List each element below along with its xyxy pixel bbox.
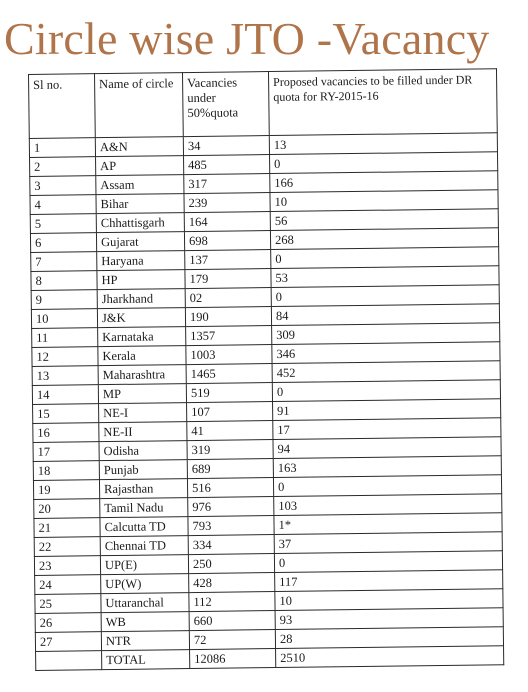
total-vacancies: 12086: [190, 649, 276, 669]
total-proposed: 2510: [276, 646, 504, 668]
cell-proposed: 37: [274, 532, 502, 554]
cell-sl: 6: [30, 233, 96, 253]
cell-vacancies: 689: [187, 459, 273, 479]
cell-name: J&K: [97, 308, 185, 328]
cell-name: Jharkhand: [97, 289, 185, 309]
cell-vacancies: 107: [187, 402, 273, 422]
cell-name: Haryana: [97, 251, 185, 271]
cell-name: Kerala: [98, 346, 186, 366]
cell-vacancies: 319: [187, 440, 273, 460]
cell-name: Rajasthan: [99, 479, 187, 499]
cell-name: A&N: [95, 137, 183, 157]
cell-sl: 23: [34, 556, 100, 576]
cell-name: Odisha: [99, 441, 187, 461]
cell-sl: 17: [33, 442, 99, 462]
cell-vacancies: 1465: [186, 364, 272, 384]
cell-name: UP(E): [100, 555, 188, 575]
cell-sl: 14: [32, 385, 98, 405]
cell-name: Calcutta TD: [100, 517, 188, 537]
cell-name: UP(W): [101, 574, 189, 594]
cell-sl: 4: [30, 195, 96, 215]
cell-vacancies: 334: [188, 535, 274, 555]
cell-sl: 21: [34, 518, 100, 538]
cell-vacancies: 1003: [186, 345, 272, 365]
header-proposed: Proposed vacancies to be filled under DR quota for RY-2015-16: [268, 69, 497, 136]
cell-proposed: 166: [270, 171, 498, 193]
cell-sl: 22: [34, 537, 100, 557]
cell-name: NE-I: [99, 403, 187, 423]
cell-sl: 26: [35, 613, 101, 633]
cell-proposed: 13: [269, 133, 497, 155]
table-header-row: [29, 69, 498, 139]
table-body: [29, 133, 503, 671]
cell-sl: 15: [33, 404, 99, 424]
cell-vacancies: 698: [184, 231, 270, 251]
cell-sl: 18: [33, 461, 99, 481]
cell-name: Chennai TD: [100, 536, 188, 556]
cell-proposed: 56: [270, 209, 498, 231]
cell-sl: 7: [31, 252, 97, 272]
cell-proposed: 17: [273, 418, 501, 440]
cell-vacancies: 1357: [186, 326, 272, 346]
cell-name: HP: [97, 270, 185, 290]
cell-vacancies: 112: [189, 592, 275, 612]
cell-vacancies: 179: [185, 269, 271, 289]
cell-name: NE-II: [99, 422, 187, 442]
total-sl: [36, 651, 102, 671]
cell-vacancies: 164: [184, 212, 270, 232]
cell-proposed: 163: [273, 456, 501, 478]
cell-name: Karnataka: [98, 327, 186, 347]
cell-vacancies: 519: [186, 383, 272, 403]
cell-sl: 2: [30, 157, 96, 177]
header-sl-no: Sl no.: [29, 74, 96, 139]
cell-proposed: 0: [271, 285, 499, 307]
cell-sl: 16: [33, 423, 99, 443]
page-title: Circle wise JTO -Vacancy: [4, 13, 490, 64]
cell-vacancies: 317: [184, 174, 270, 194]
cell-proposed: 53: [271, 266, 499, 288]
cell-sl: 11: [32, 328, 98, 348]
cell-sl: 8: [31, 271, 97, 291]
cell-name: Maharashtra: [98, 365, 186, 385]
cell-name: Assam: [96, 175, 184, 195]
cell-name: WB: [101, 612, 189, 632]
cell-proposed: 103: [274, 494, 502, 516]
cell-sl: 25: [35, 594, 101, 614]
cell-proposed: 309: [272, 323, 500, 345]
cell-name: AP: [96, 156, 184, 176]
cell-sl: 1: [29, 138, 95, 158]
cell-vacancies: 428: [189, 573, 275, 593]
cell-vacancies: 239: [184, 193, 270, 213]
cell-sl: 10: [31, 309, 97, 329]
cell-vacancies: 02: [185, 288, 271, 308]
scanned-sheet: [28, 68, 505, 671]
cell-name: NTR: [101, 631, 189, 651]
cell-name: Chhattisgarh: [96, 213, 184, 233]
cell-sl: 27: [35, 632, 101, 652]
cell-vacancies: 516: [187, 478, 273, 498]
cell-proposed: 452: [272, 361, 500, 383]
cell-sl: 19: [33, 480, 99, 500]
cell-proposed: 28: [275, 627, 503, 649]
cell-proposed: 0: [273, 475, 501, 497]
cell-proposed: 1*: [274, 513, 502, 535]
cell-name: Gujarat: [96, 232, 184, 252]
cell-vacancies: 485: [184, 155, 270, 175]
cell-vacancies: 34: [183, 136, 269, 156]
cell-proposed: 10: [270, 190, 498, 212]
header-circle-name: Name of circle: [95, 73, 184, 138]
cell-sl: 24: [35, 575, 101, 595]
cell-name: MP: [98, 384, 186, 404]
cell-proposed: 94: [273, 437, 501, 459]
header-vacancies: Vacancies under 50%quota: [182, 72, 269, 137]
cell-sl: 13: [32, 366, 98, 386]
cell-vacancies: 72: [189, 630, 275, 650]
cell-proposed: 10: [275, 589, 503, 611]
cell-vacancies: 250: [188, 554, 274, 574]
cell-proposed: 117: [275, 570, 503, 592]
cell-name: Tamil Nadu: [100, 498, 188, 518]
cell-sl: 5: [30, 214, 96, 234]
cell-proposed: 268: [270, 228, 498, 250]
cell-proposed: 0: [270, 152, 498, 174]
cell-vacancies: 976: [188, 497, 274, 517]
cell-proposed: 0: [274, 551, 502, 573]
vacancy-table: [28, 68, 504, 671]
cell-proposed: 346: [272, 342, 500, 364]
cell-sl: 12: [32, 347, 98, 367]
cell-sl: 20: [34, 499, 100, 519]
cell-proposed: 0: [272, 380, 500, 402]
cell-name: Punjab: [99, 460, 187, 480]
total-name: TOTAL: [102, 650, 190, 670]
cell-proposed: 93: [275, 608, 503, 630]
cell-sl: 3: [30, 176, 96, 196]
cell-sl: 9: [31, 290, 97, 310]
cell-vacancies: 137: [185, 250, 271, 270]
cell-proposed: 91: [273, 399, 501, 421]
cell-vacancies: 793: [188, 516, 274, 536]
cell-vacancies: 190: [185, 307, 271, 327]
cell-vacancies: 41: [187, 421, 273, 441]
cell-name: Uttaranchal: [101, 593, 189, 613]
cell-proposed: 84: [271, 304, 499, 326]
cell-proposed: 0: [271, 247, 499, 269]
cell-name: Bihar: [96, 194, 184, 214]
cell-vacancies: 660: [189, 611, 275, 631]
